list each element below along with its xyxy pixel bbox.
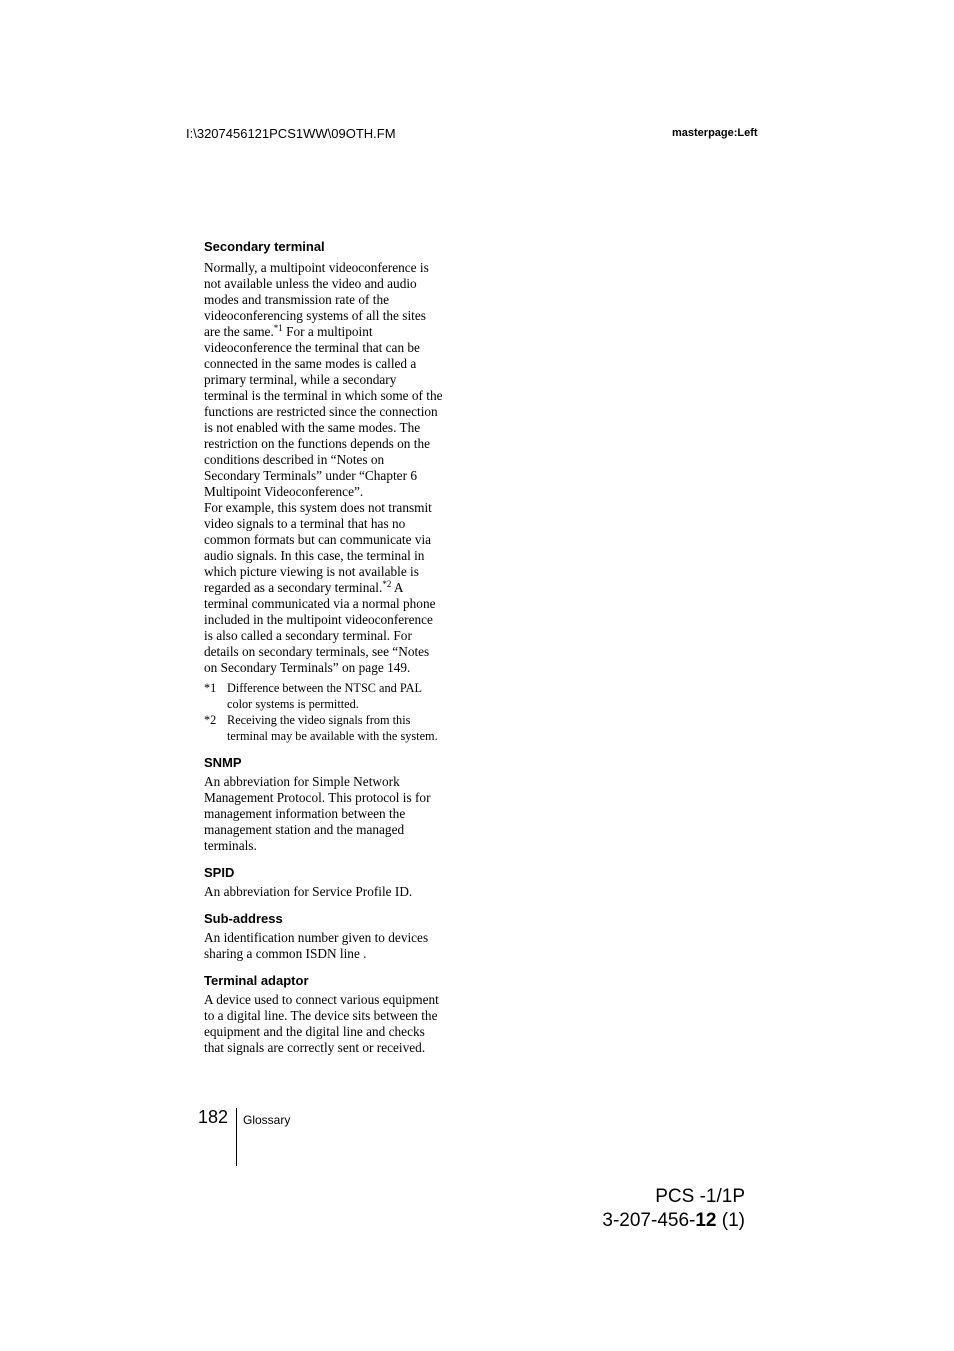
footnote-2 <box>204 712 466 744</box>
text-line: An abbreviation for Simple Network <box>204 774 400 789</box>
text-line: An abbreviation for Service Profile ID. <box>204 884 413 899</box>
footnote-mark: *2 <box>204 713 217 727</box>
text-line: management information between the <box>204 806 406 821</box>
footnote-text: Receiving the video signals from this <box>227 713 411 727</box>
glossary-column <box>204 238 466 1056</box>
text-line: details on secondary terminals, see “Notes <box>204 644 430 659</box>
text-line: is also called a secondary terminal. For <box>204 628 412 643</box>
footnote-ref-2: *2 <box>382 579 392 589</box>
text-line <box>204 580 466 596</box>
text-line: An identification number given to devices <box>204 930 429 945</box>
file-path: I:\3207456121PCS1WW\09OTH.FM <box>186 126 396 141</box>
term-sub-address: Sub-address <box>204 911 283 926</box>
text-fragment: are the same. <box>204 324 274 339</box>
text-line: Normally, a multipoint videoconference is <box>204 260 429 275</box>
text-line: functions are restricted since the connection <box>204 404 438 419</box>
text-fragment: A <box>391 580 404 595</box>
section-name: Glossary <box>243 1113 291 1127</box>
term-secondary-terminal: Secondary terminal <box>204 239 325 254</box>
text-line: terminal is the terminal in which some of the <box>204 388 443 403</box>
text-line: common formats but can communicate via <box>204 532 432 547</box>
footnote-mark: *1 <box>204 681 217 695</box>
text-line: restriction on the functions depends on the <box>204 436 430 451</box>
text-line: equipment and the digital line and checks <box>204 1024 425 1039</box>
footnote-text: color systems is permitted. <box>227 697 359 711</box>
text-line: modes and transmission rate of the <box>204 292 390 307</box>
term-snmp: SNMP <box>204 755 242 770</box>
definition-terminal-adaptor <box>204 992 466 1056</box>
text-line: which picture viewing is not available is <box>204 564 419 579</box>
term-terminal-adaptor: Terminal adaptor <box>204 973 309 988</box>
page-number: 182 <box>198 1107 229 1127</box>
definition-snmp <box>204 774 466 854</box>
text-line: on Secondary Terminals” on page 149. <box>204 660 411 675</box>
text-line: management station and the managed <box>204 822 405 837</box>
text-line: to a digital line. The device sits between the <box>204 1008 438 1023</box>
text-line: videoconference the terminal that can be <box>204 340 420 355</box>
text-line: not available unless the video and audio <box>204 276 417 291</box>
text-line: audio signals. In this case, the terminal in <box>204 548 425 563</box>
term-spid: SPID <box>204 865 235 880</box>
model-number: PCS -1/1P <box>655 1186 745 1207</box>
text-line: sharing a common ISDN line . <box>204 946 367 961</box>
part-number-prefix: 3-207-456- <box>602 1210 696 1231</box>
part-number-suffix: (1) <box>716 1210 745 1231</box>
text-line: Secondary Terminals” under “Chapter 6 <box>204 468 417 483</box>
text-line: For example, this system does not transmit <box>204 500 432 515</box>
definition-spid <box>204 884 466 900</box>
text-line: included in the multipoint videoconference <box>204 612 433 627</box>
text-line: that signals are correctly sent or received. <box>204 1040 426 1055</box>
footnote-ref-1: *1 <box>273 323 283 333</box>
text-line: primary terminal, while a secondary <box>204 372 397 387</box>
definition-secondary-terminal-p1 <box>204 260 466 500</box>
text-line <box>204 324 466 340</box>
text-line: videoconferencing systems of all the sites <box>204 308 426 323</box>
text-fragment: For a multipoint <box>282 324 373 339</box>
part-number-bold: 12 <box>695 1210 717 1231</box>
text-line: terminal communicated via a normal phone <box>204 596 436 611</box>
footnote-1 <box>204 680 466 712</box>
definition-sub-address <box>204 930 466 962</box>
text-line: conditions described in “Notes on <box>204 452 385 467</box>
footer-divider <box>236 1108 237 1166</box>
part-number <box>602 1210 745 1232</box>
text-line: A device used to connect various equipment <box>204 992 439 1007</box>
footnote-text: terminal may be available with the system. <box>227 729 438 743</box>
text-line: video signals to a terminal that has no <box>204 516 406 531</box>
text-fragment: regarded as a secondary terminal. <box>204 580 383 595</box>
footnote-text: Difference between the NTSC and PAL <box>227 681 422 695</box>
text-line: Multipoint Videoconference”. <box>204 484 364 499</box>
text-line: Management Protocol. This protocol is for <box>204 790 431 805</box>
masterpage-label: masterpage:Left <box>672 127 758 139</box>
text-line: connected in the same modes is called a <box>204 356 417 371</box>
text-line: terminals. <box>204 838 257 853</box>
text-line: is not enabled with the same modes. The <box>204 420 421 435</box>
definition-secondary-terminal-p2 <box>204 500 466 676</box>
